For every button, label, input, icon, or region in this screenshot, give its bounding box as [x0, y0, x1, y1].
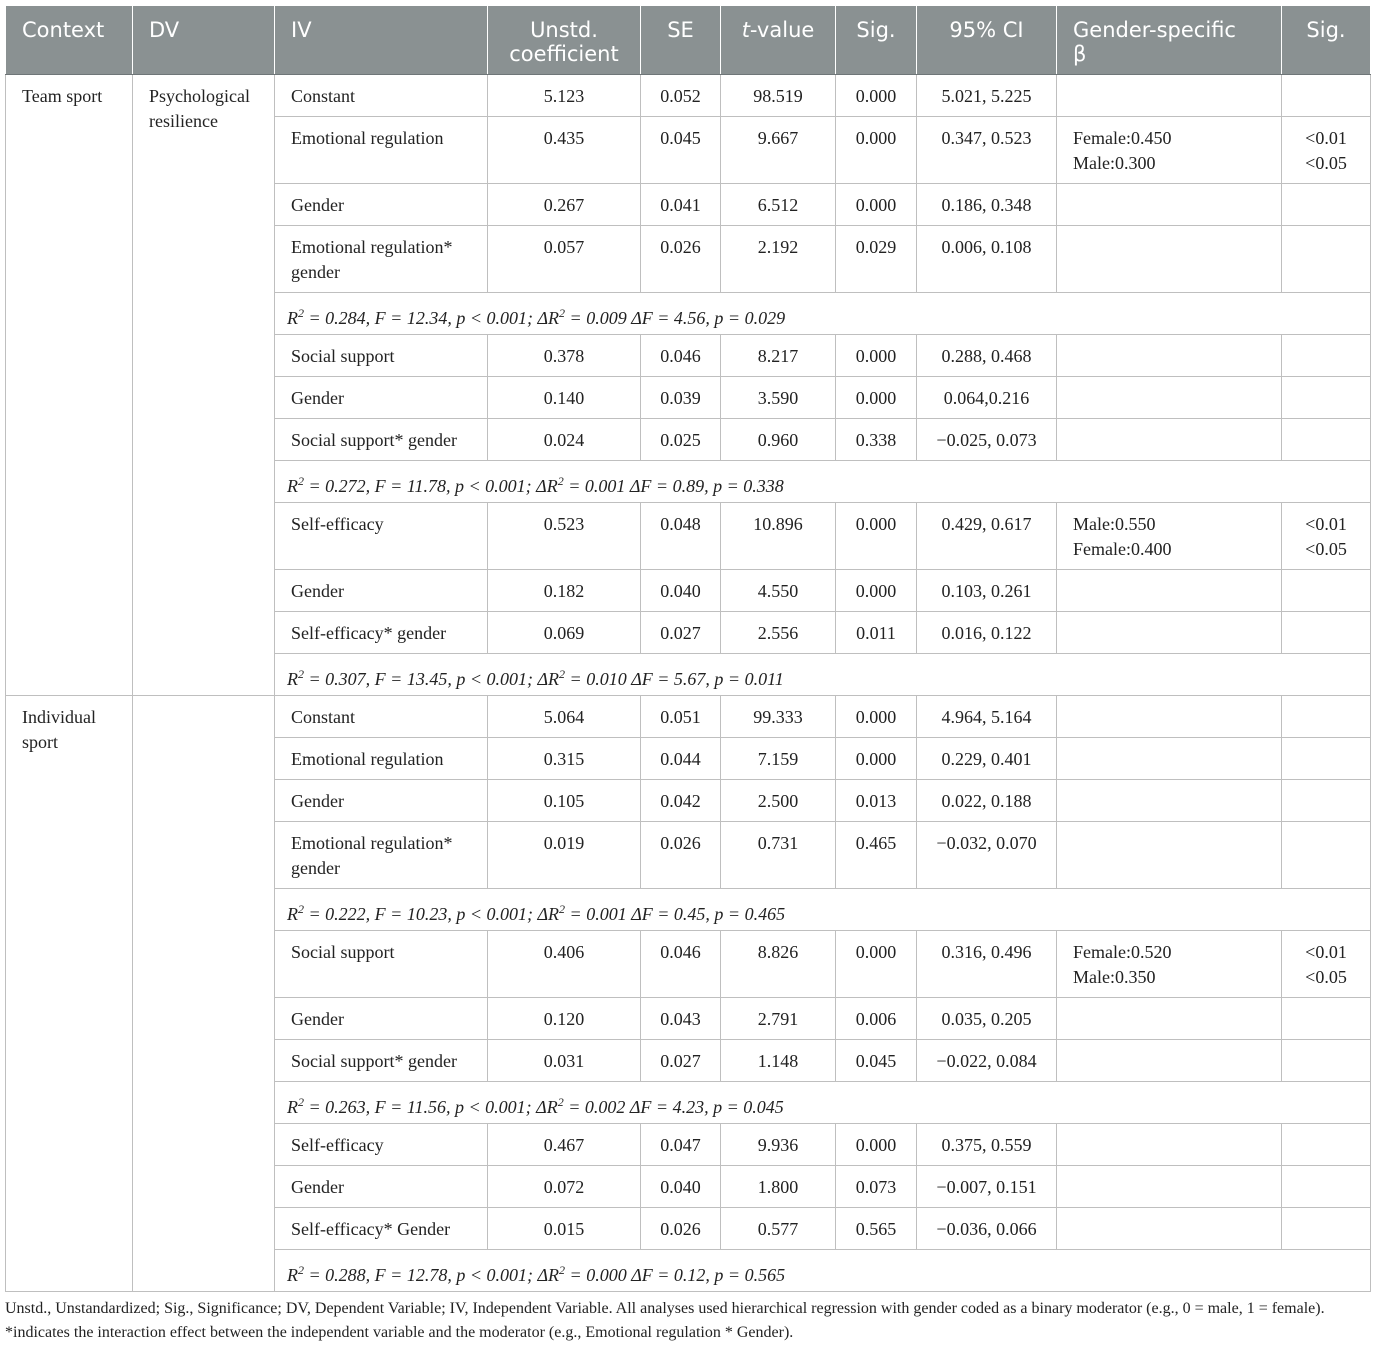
f-value: 13.45: [406, 669, 448, 689]
sig2-line1: <0.01: [1305, 128, 1347, 148]
coefficient-cell: 0.024: [488, 419, 641, 461]
gender-specific-cell: [1057, 612, 1282, 654]
p-value: 0.001: [486, 1265, 527, 1285]
t-value-cell: 2.192: [721, 226, 836, 293]
gender-specific-cell: [1057, 75, 1282, 117]
iv-cell: Emotional regulation: [275, 117, 488, 184]
iv-cell: Gender: [275, 184, 488, 226]
header-iv: IV: [275, 6, 488, 75]
coefficient-cell: 0.120: [488, 998, 641, 1040]
model-summary-cell: $R^2 = 0.272$, F = 11.78, p < 0.001; $\Delta R^2 = 0.001$ ΔF = 0.89, p = 0.338: [275, 461, 1371, 503]
se-cell: 0.040: [641, 570, 721, 612]
delta-p-value: 0.565: [744, 1265, 786, 1285]
dv-label-line2: resilience: [149, 111, 218, 131]
coefficient-cell: 0.523: [488, 503, 641, 570]
se-cell: 0.047: [641, 1124, 721, 1166]
sig2-cell: [1282, 738, 1371, 780]
delta-p-value: 0.045: [743, 1097, 784, 1117]
t-value-cell: 6.512: [721, 184, 836, 226]
gender-specific-cell: [1057, 335, 1282, 377]
se-cell: 0.041: [641, 184, 721, 226]
iv-cell: Constant: [275, 75, 488, 117]
sig2-cell: [1282, 503, 1371, 570]
sig-cell: 0.000: [836, 335, 917, 377]
gender-specific-cell: [1057, 780, 1282, 822]
iv-cell: Social support: [275, 931, 488, 998]
t-value-cell: 8.826: [721, 931, 836, 998]
coefficient-cell: 0.182: [488, 570, 641, 612]
sig2-cell: [1282, 696, 1371, 738]
ci-cell: −0.032, 0.070: [917, 822, 1057, 889]
model-summary-cell: $R^2 = 0.307$, F = 13.45, p < 0.001; $\Delta R^2 = 0.010$ ΔF = 5.67, p = 0.011: [275, 654, 1371, 696]
gender-specific-cell: [1057, 570, 1282, 612]
delta-p-value: 0.338: [743, 476, 784, 496]
sig2-cell: [1282, 335, 1371, 377]
se-cell: 0.039: [641, 377, 721, 419]
r-squared-value: 0.284: [325, 308, 366, 328]
ci-cell: 0.103, 0.261: [917, 570, 1057, 612]
sig2-cell: [1282, 1208, 1371, 1250]
sig2-cell: [1282, 998, 1371, 1040]
f-value: 11.56: [406, 1097, 446, 1117]
model-summary-cell: $R^2 = 0.284$, F = 12.34, p < 0.001; $\Delta R^2 = 0.009$ ΔF = 4.56, p = 0.029: [275, 293, 1371, 335]
sig2-line1: <0.01: [1305, 942, 1347, 962]
coefficient-cell: 0.406: [488, 931, 641, 998]
header-row: [6, 6, 1371, 75]
sig2-line2: <0.05: [1305, 153, 1347, 173]
sig-cell: 0.011: [836, 612, 917, 654]
se-cell: 0.051: [641, 696, 721, 738]
header-unstd-coefficient: [488, 6, 641, 75]
p-value: 0.001: [486, 308, 527, 328]
gender-specific-cell: [1057, 377, 1282, 419]
gender-specific-cell: [1057, 1124, 1282, 1166]
delta-r-squared-value: 0.002: [584, 1097, 626, 1117]
se-cell: 0.046: [641, 931, 721, 998]
p-value: 0.001: [486, 904, 527, 924]
sig-cell: 0.000: [836, 931, 917, 998]
t-value-cell: 9.667: [721, 117, 836, 184]
iv-cell: Emotional regulation* gender: [275, 822, 488, 889]
sig-cell: 0.000: [836, 738, 917, 780]
se-cell: 0.025: [641, 419, 721, 461]
context-label-line1: Individual: [22, 707, 96, 727]
header-context: Context: [6, 6, 133, 75]
gender-specific-cell: [1057, 1040, 1282, 1082]
t-value-cell: 0.577: [721, 1208, 836, 1250]
p-value: 0.001: [485, 476, 526, 496]
sig2-cell: [1282, 75, 1371, 117]
sig2-cell: [1282, 226, 1371, 293]
iv-cell: Constant: [275, 696, 488, 738]
delta-f-value: 4.23: [672, 1097, 705, 1117]
sig-cell: 0.000: [836, 696, 917, 738]
sig2-cell: [1282, 570, 1371, 612]
coefficient-cell: 0.072: [488, 1166, 641, 1208]
t-value-cell: 1.800: [721, 1166, 836, 1208]
regression-table-container: [5, 5, 1370, 1345]
se-cell: 0.043: [641, 998, 721, 1040]
header-gs-line1: Gender-specific: [1073, 18, 1236, 42]
sig2-cell: [1282, 931, 1371, 998]
f-value: 11.78: [406, 476, 446, 496]
coefficient-cell: 0.031: [488, 1040, 641, 1082]
delta-f-value: 0.12: [673, 1265, 706, 1285]
gender-specific-cell: [1057, 184, 1282, 226]
iv-cell: Social support: [275, 335, 488, 377]
r-squared-value: 0.222: [325, 904, 366, 924]
r-squared-value: 0.272: [325, 476, 366, 496]
iv-cell: Self-efficacy* gender: [275, 612, 488, 654]
ci-cell: 5.021, 5.225: [917, 75, 1057, 117]
context-cell-individual: [6, 696, 133, 1292]
se-cell: 0.042: [641, 780, 721, 822]
sig-cell: 0.565: [836, 1208, 917, 1250]
sig-cell: 0.013: [836, 780, 917, 822]
header-t-suffix: -value: [749, 18, 815, 42]
sig2-cell: [1282, 1040, 1371, 1082]
regression-table: [5, 5, 1371, 1292]
ci-cell: −0.007, 0.151: [917, 1166, 1057, 1208]
sig-cell: 0.045: [836, 1040, 917, 1082]
table-row: [6, 75, 1371, 117]
f-value: 10.23: [406, 904, 448, 924]
sig-cell: 0.000: [836, 117, 917, 184]
t-value-cell: 1.148: [721, 1040, 836, 1082]
sig-cell: 0.000: [836, 75, 917, 117]
t-value-cell: 9.936: [721, 1124, 836, 1166]
sig-cell: 0.000: [836, 1124, 917, 1166]
coefficient-cell: 0.057: [488, 226, 641, 293]
sig-cell: 0.000: [836, 570, 917, 612]
sig2-cell: [1282, 1166, 1371, 1208]
dv-cell: [133, 75, 275, 696]
ci-cell: 0.375, 0.559: [917, 1124, 1057, 1166]
gender-beta-line1: Female:0.520: [1073, 942, 1172, 962]
gender-beta-line1: Male:0.550: [1073, 514, 1156, 534]
t-value-cell: 2.500: [721, 780, 836, 822]
iv-cell: Gender: [275, 780, 488, 822]
delta-r-squared-value: 0.000: [586, 1265, 627, 1285]
gender-beta-line2: Male:0.300: [1073, 153, 1156, 173]
r-squared-value: 0.288: [325, 1265, 366, 1285]
t-value-cell: 2.791: [721, 998, 836, 1040]
t-value-cell: 7.159: [721, 738, 836, 780]
se-cell: 0.046: [641, 335, 721, 377]
delta-r-squared-value: 0.001: [586, 904, 627, 924]
header-sig-2: Sig.: [1282, 6, 1371, 75]
gender-beta-line1: Female:0.450: [1073, 128, 1172, 148]
sig-cell: 0.338: [836, 419, 917, 461]
iv-cell: Self-efficacy: [275, 503, 488, 570]
sig-cell: 0.465: [836, 822, 917, 889]
ci-cell: 0.186, 0.348: [917, 184, 1057, 226]
r-squared-value: 0.307: [325, 669, 366, 689]
sig-cell: 0.000: [836, 184, 917, 226]
header-gender-specific-beta: [1057, 6, 1282, 75]
se-cell: 0.026: [641, 226, 721, 293]
delta-f-value: 5.67: [673, 669, 706, 689]
t-value-cell: 98.519: [721, 75, 836, 117]
gender-specific-cell: [1057, 1208, 1282, 1250]
t-value-cell: 99.333: [721, 696, 836, 738]
model-summary-cell: $R^2 = 0.263$, F = 11.56, p < 0.001; $\Delta R^2 = 0.002$ ΔF = 4.23, p = 0.045: [275, 1082, 1371, 1124]
gender-specific-cell: [1057, 226, 1282, 293]
sig-cell: 0.073: [836, 1166, 917, 1208]
coefficient-cell: 5.064: [488, 696, 641, 738]
gender-specific-cell: [1057, 117, 1282, 184]
t-value-cell: 3.590: [721, 377, 836, 419]
gender-beta-line2: Female:0.400: [1073, 539, 1172, 559]
sig2-cell: [1282, 377, 1371, 419]
iv-cell: Gender: [275, 377, 488, 419]
delta-p-value: 0.011: [744, 669, 784, 689]
header-ci: 95% CI: [917, 6, 1057, 75]
iv-cell: Gender: [275, 1166, 488, 1208]
table-body: [6, 75, 1371, 1292]
context-label-line2: sport: [22, 732, 58, 752]
se-cell: 0.027: [641, 1040, 721, 1082]
table-footnote: Unstd., Unstandardized; Sig., Significance; DV, Dependent Variable; IV, Independent Variable. All analyses used hierarchical regression with gender coded as a binary moderator (e.g., 0 = male, 1 = female). *indicates the interaction effect between the independent variable and the moderator (e.g., Emotional regulation * Gender).: [5, 1300, 1325, 1341]
gender-specific-cell: [1057, 998, 1282, 1040]
delta-p-value: 0.465: [744, 904, 786, 924]
iv-cell: Emotional regulation* gender: [275, 226, 488, 293]
t-value-cell: 4.550: [721, 570, 836, 612]
gender-specific-cell: [1057, 696, 1282, 738]
coefficient-cell: 0.378: [488, 335, 641, 377]
header-gs-line2: β: [1073, 42, 1087, 66]
coefficient-cell: 5.123: [488, 75, 641, 117]
iv-cell: Self-efficacy: [275, 1124, 488, 1166]
sig2-line2: <0.05: [1305, 967, 1347, 987]
sig2-cell: [1282, 780, 1371, 822]
gender-specific-cell: [1057, 419, 1282, 461]
coefficient-cell: 0.435: [488, 117, 641, 184]
iv-cell: Social support* gender: [275, 1040, 488, 1082]
sig2-cell: [1282, 419, 1371, 461]
se-cell: 0.045: [641, 117, 721, 184]
f-value: 12.34: [406, 308, 448, 328]
ci-cell: 0.229, 0.401: [917, 738, 1057, 780]
iv-cell: Gender: [275, 570, 488, 612]
coefficient-cell: 0.140: [488, 377, 641, 419]
iv-cell: Social support* gender: [275, 419, 488, 461]
sig2-cell: [1282, 1124, 1371, 1166]
r-squared-value: 0.263: [325, 1097, 366, 1117]
ci-cell: 0.429, 0.617: [917, 503, 1057, 570]
t-value-cell: 8.217: [721, 335, 836, 377]
context-cell-team: [6, 75, 133, 696]
ci-cell: −0.025, 0.073: [917, 419, 1057, 461]
ci-cell: 4.964, 5.164: [917, 696, 1057, 738]
iv-cell: Gender: [275, 998, 488, 1040]
se-cell: 0.040: [641, 1166, 721, 1208]
t-value-cell: 0.960: [721, 419, 836, 461]
ci-cell: 0.316, 0.496: [917, 931, 1057, 998]
ci-cell: −0.022, 0.084: [917, 1040, 1057, 1082]
sig2-cell: [1282, 822, 1371, 889]
header-unstd-line2: coefficient: [509, 42, 619, 66]
se-cell: 0.026: [641, 822, 721, 889]
sig-cell: 0.006: [836, 998, 917, 1040]
t-value-cell: 10.896: [721, 503, 836, 570]
coefficient-cell: 0.267: [488, 184, 641, 226]
delta-f-value: 4.56: [673, 308, 706, 328]
delta-r-squared-value: 0.009: [586, 308, 627, 328]
gender-beta-line2: Male:0.350: [1073, 967, 1156, 987]
coefficient-cell: 0.105: [488, 780, 641, 822]
se-cell: 0.052: [641, 75, 721, 117]
t-value-cell: 0.731: [721, 822, 836, 889]
iv-cell: Emotional regulation: [275, 738, 488, 780]
dv-label-line1: Psychological: [149, 86, 250, 106]
coefficient-cell: 0.467: [488, 1124, 641, 1166]
gender-specific-cell: [1057, 931, 1282, 998]
iv-cell: Self-efficacy* Gender: [275, 1208, 488, 1250]
gender-specific-cell: [1057, 1166, 1282, 1208]
coefficient-cell: 0.015: [488, 1208, 641, 1250]
delta-f-value: 0.89: [672, 476, 705, 496]
ci-cell: 0.022, 0.188: [917, 780, 1057, 822]
ci-cell: 0.006, 0.108: [917, 226, 1057, 293]
dv-cell-empty: [133, 696, 275, 1292]
gender-specific-cell: [1057, 503, 1282, 570]
table-row: [6, 696, 1371, 738]
gender-specific-cell: [1057, 822, 1282, 889]
header-t-prefix: t: [741, 18, 750, 42]
coefficient-cell: 0.315: [488, 738, 641, 780]
ci-cell: −0.036, 0.066: [917, 1208, 1057, 1250]
model-summary-cell: $R^2 = 0.222$, F = 10.23, p < 0.001; $\Delta R^2 = 0.001$ ΔF = 0.45, p = 0.465: [275, 889, 1371, 931]
p-value: 0.001: [485, 1097, 526, 1117]
sig-cell: 0.000: [836, 503, 917, 570]
coefficient-cell: 0.069: [488, 612, 641, 654]
ci-cell: 0.035, 0.205: [917, 998, 1057, 1040]
f-value: 12.78: [406, 1265, 448, 1285]
p-value: 0.001: [486, 669, 527, 689]
header-t-value: [721, 6, 836, 75]
gender-specific-cell: [1057, 738, 1282, 780]
sig-cell: 0.000: [836, 377, 917, 419]
header-dv: DV: [133, 6, 275, 75]
model-summary-cell: $R^2 = 0.288$, F = 12.78, p < 0.001; $\Delta R^2 = 0.000$ ΔF = 0.12, p = 0.565: [275, 1250, 1371, 1292]
sig2-line2: <0.05: [1305, 539, 1347, 559]
ci-cell: 0.064,0.216: [917, 377, 1057, 419]
header-se: SE: [641, 6, 721, 75]
se-cell: 0.048: [641, 503, 721, 570]
delta-r-squared-value: 0.001: [584, 476, 626, 496]
header-sig: Sig.: [836, 6, 917, 75]
ci-cell: 0.016, 0.122: [917, 612, 1057, 654]
sig2-line1: <0.01: [1305, 514, 1347, 534]
delta-p-value: 0.029: [744, 308, 786, 328]
delta-r-squared-value: 0.010: [586, 669, 627, 689]
context-label: Team sport: [22, 86, 103, 106]
sig2-cell: [1282, 117, 1371, 184]
header-unstd-line1: Unstd.: [530, 18, 598, 42]
sig-cell: 0.029: [836, 226, 917, 293]
t-value-cell: 2.556: [721, 612, 836, 654]
se-cell: 0.027: [641, 612, 721, 654]
sig2-cell: [1282, 184, 1371, 226]
se-cell: 0.026: [641, 1208, 721, 1250]
delta-f-value: 0.45: [673, 904, 706, 924]
ci-cell: 0.347, 0.523: [917, 117, 1057, 184]
sig2-cell: [1282, 612, 1371, 654]
ci-cell: 0.288, 0.468: [917, 335, 1057, 377]
se-cell: 0.044: [641, 738, 721, 780]
coefficient-cell: 0.019: [488, 822, 641, 889]
